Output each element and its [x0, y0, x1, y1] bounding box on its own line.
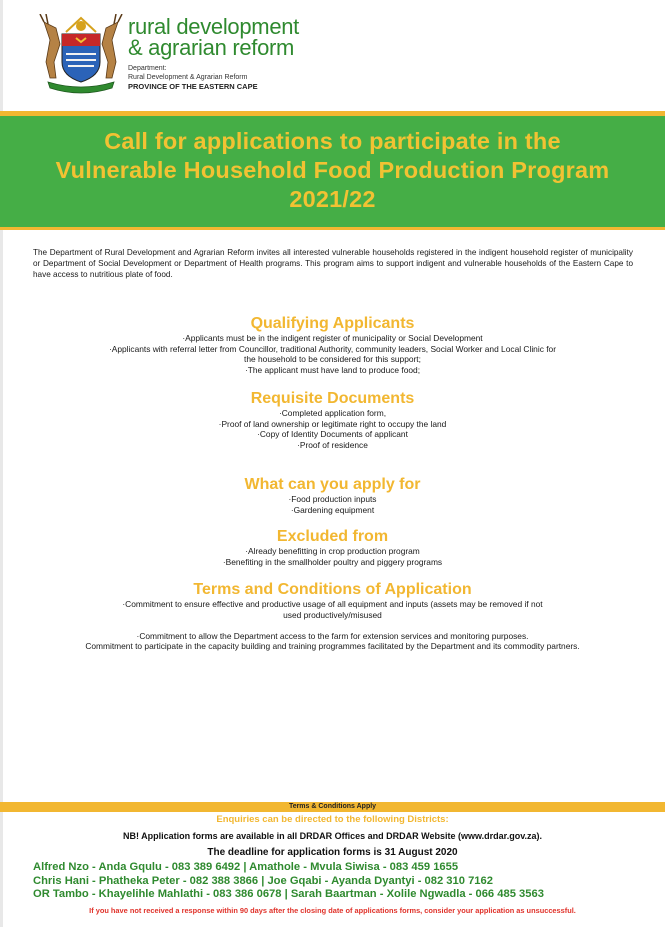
brand-block [128, 16, 299, 92]
department-name: Rural Development & Agrarian Reform [128, 74, 248, 81]
header [36, 12, 336, 107]
section-requisite [0, 390, 665, 450]
section-heading: Requisite Documents [250, 390, 415, 407]
list-item: Commitment to participate in the capacity building and training programmes facilitated by the Department and its commodity partners. [85, 641, 580, 652]
province-name: PROVINCE OF THE EASTERN CAPE [128, 82, 258, 91]
title-banner [0, 116, 665, 227]
list-item: ·Already benefitting in crop production program [245, 546, 420, 556]
coat-of-arms-icon [36, 14, 126, 96]
list-item: ·Gardening equipment [290, 504, 375, 515]
list-item: ·The applicant must have land to produce food; [244, 364, 421, 375]
banner-title-line-2: Vulnerable Household Food Production Program [55, 157, 610, 183]
district-contacts [33, 861, 633, 902]
section-heading: Excluded from [276, 528, 389, 545]
nb-application-forms: NB! Application forms are available in all DRDAR Offices and DRDAR Website (www.drdar.gov.za). [122, 831, 543, 841]
terms-apply-band: Terms & Conditions Apply [0, 802, 665, 812]
list-spacer [0, 620, 665, 631]
section-heading: What can you apply for [244, 476, 421, 493]
list-item: ·Applicants must be in the indigent register of municipality or Social Development [182, 333, 483, 343]
brand-line-2: & agrarian reform [128, 35, 295, 60]
contact-row: OR Tambo - Khayelihle Mahlathi - 083 386 0678 | Sarah Baartman - Xolile Ngwadla - 066 485 3563 [33, 888, 544, 900]
list-item: ·Proof of residence [297, 439, 368, 450]
banner-bottom-stripe [0, 227, 665, 230]
list-item: ·Copy of Identity Documents of applicant [257, 429, 408, 440]
list-item: ·Food production inputs [288, 494, 377, 504]
deadline-line: The deadline for application forms is 31 August 2020 [207, 847, 458, 858]
enquiries-line: Enquiries can be directed to the following Districts: [216, 814, 449, 825]
list-item: ·Commitment to ensure effective and productive usage of all equipment and inputs (assets may be removed if not [122, 599, 543, 609]
section-heading: Terms and Conditions of Application [193, 581, 472, 598]
list-item: the household to be considered for this support; [244, 354, 421, 365]
list-item: ·Proof of land ownership or legitimate right to occupy the land [218, 418, 447, 429]
banner-title-line-3: 2021/22 [289, 186, 376, 212]
department-label: Department: [128, 65, 167, 72]
section-excluded [0, 528, 665, 567]
list-item: ·Commitment to allow the Department access to the farm for extension services and monitoring purposes. [136, 630, 529, 641]
list-item: used productively/misused [283, 609, 382, 620]
section-terms [0, 581, 665, 652]
section-qualifying [0, 315, 665, 375]
contact-row: Alfred Nzo - Anda Gqulu - 083 389 6492 | Amathole - Mvula Siwisa - 083 459 1655 [33, 861, 459, 873]
contact-row: Chris Hani - Phatheka Peter - 082 388 3866 | Joe Gqabi - Ayanda Dyantyi - 082 310 7162 [33, 874, 493, 887]
list-item: ·Applicants with referral letter from Councillor, traditional Authority, community leaders, Social Worker and Local Clinic for [108, 343, 556, 354]
section-apply [0, 476, 665, 515]
intro-paragraph: The Department of Rural Development and Agrarian Reform invites all interested vulnerable households registered in the indigent household register of municipality or Department of Social Development or Department of Health programs. This program aims to support indigent and vulnerable households of the Eastern Cape to have access to nutritious plate of food. [33, 248, 633, 279]
list-item: ·Benefiting in the smallholder poultry and piggery programs [222, 556, 443, 567]
section-heading: Qualifying Applicants [250, 315, 415, 332]
list-item: ·Completed application form, [278, 408, 387, 418]
brand-line-1: rural development [128, 14, 299, 39]
unsuccessful-notice: If you have not received a response within 90 days after the closing date of applications forms, consider your application as unsuccessful. [89, 906, 576, 915]
banner-title-line-1: Call for applications to participate in the [104, 128, 561, 154]
